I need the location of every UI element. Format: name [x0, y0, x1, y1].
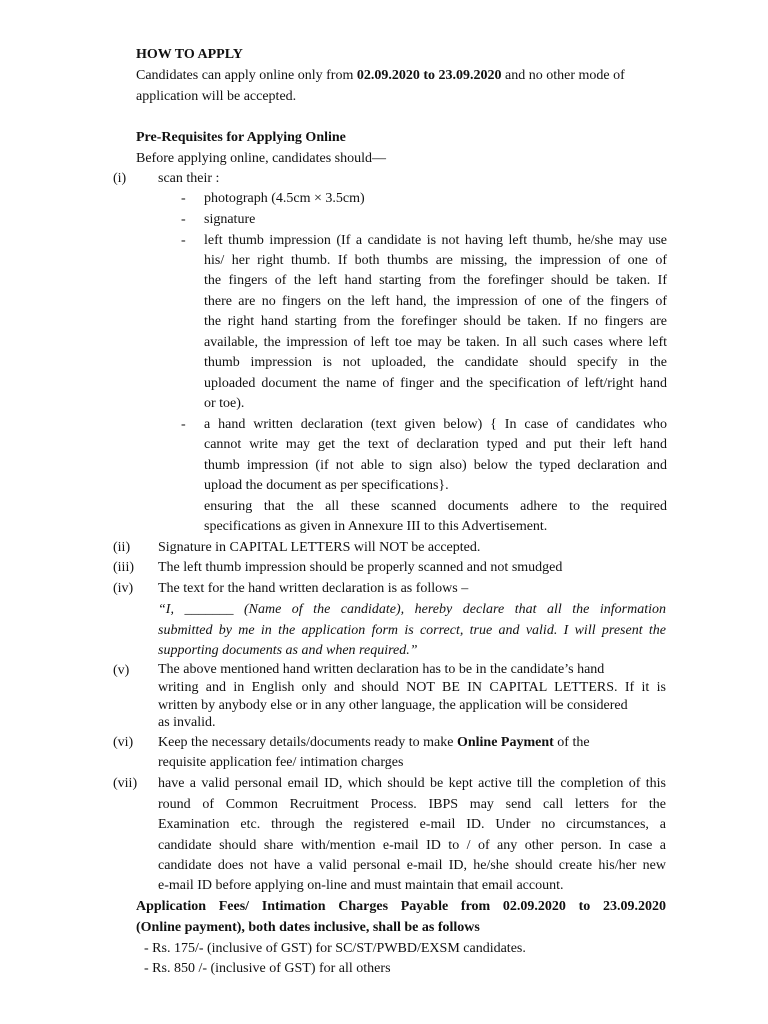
declaration-note-line: a hand written declaration (text given below) { In case of candidates who	[204, 417, 667, 432]
item-text-line: round of Common Recruitment Process. IBPS may send call letters for the	[158, 797, 666, 812]
thumb-line: the right hand starting from the forefinger should be taken. If no fingers are	[204, 314, 667, 329]
fees-title-line: (Online payment), both dates inclusive, shall be as follows	[136, 920, 480, 935]
item-text-line: e-mail ID before applying on-line and must maintain that email account.	[158, 878, 564, 893]
thumb-line: thumb impression is not uploaded, the candidate should specify in the	[204, 355, 667, 370]
declaration-note-line: upload the document as per specifications}.	[204, 478, 449, 493]
item-number: (vii)	[113, 776, 138, 791]
declaration-text-line: “I, _______ (Name of the candidate), hereby declare that all the information	[158, 602, 666, 617]
scan-photo: photograph (4.5cm × 3.5cm)	[204, 191, 365, 206]
intro-line-2: application will be accepted.	[136, 89, 297, 104]
declaration-text-line: supporting documents as and when required.”	[158, 643, 418, 658]
item-text-line	[158, 733, 590, 753]
ensure-line: specifications as given in Annexure III to this Advertisement.	[204, 519, 548, 534]
thumb-line: uploaded document the name of finger and the specification of left/right hand	[204, 376, 667, 391]
item-text-line: have a valid personal email ID, which should be kept active till the completion of this	[158, 776, 666, 791]
item-text: The text for the hand written declaration is as follows –	[158, 581, 469, 596]
item-text-line: as invalid.	[158, 715, 216, 730]
prereq-title: Pre-Requisites for Applying Online	[136, 130, 346, 145]
thumb-line: available, the impression of left toe may be taken. In all such cases where left	[204, 335, 667, 350]
ensure-line: ensuring that the all these scanned documents adhere to the required	[204, 499, 667, 514]
item-text-line: candidate does not have a valid personal e-mail ID, he/she should create his/her new	[158, 858, 666, 873]
bullet-dash: -	[181, 191, 186, 206]
declaration-note-line: thumb impression (if not able to sign also) below the typed declaration and	[204, 458, 667, 473]
bullet-dash: -	[181, 212, 186, 227]
item-text: scan their :	[158, 171, 220, 186]
online-payment-emphasis: Online Payment	[456, 735, 554, 750]
item-text: The left thumb impression should be properly scanned and not smudged	[158, 560, 563, 575]
item-number: (iii)	[113, 560, 134, 575]
fee-item: - Rs. 175/- (inclusive of GST) for SC/ST/PWBD/EXSM candidates.	[144, 941, 526, 956]
prereq-lead: Before applying online, candidates should—	[136, 151, 386, 166]
intro-post: and no other mode of	[501, 68, 625, 83]
bullet-dash: -	[181, 417, 186, 432]
item-text-line: candidate should share with/mention e-mail ID to / of any other person. In case a	[158, 838, 666, 853]
item-text-post: of the	[553, 735, 590, 750]
item-text: Signature in CAPITAL LETTERS will NOT be accepted.	[158, 540, 481, 555]
item-text-line: written by anybody else or in any other language, the application will be considered	[158, 698, 628, 713]
item-number: (ii)	[113, 540, 131, 555]
thumb-line: there are no fingers on the left hand, the impression of one of the fingers of	[204, 294, 667, 309]
scan-signature: signature	[204, 212, 256, 227]
intro-line-1	[136, 66, 625, 86]
declaration-note-line: cannot write may get the text of declaration typed and put their left hand	[204, 437, 667, 452]
thumb-line: his/ her right thumb. If both thumbs are missing, the impression of one of	[204, 253, 667, 268]
fees-title-line: Application Fees/ Intimation Charges Payable from 02.09.2020 to 23.09.2020	[136, 899, 666, 914]
thumb-line: the fingers of the left hand starting from the forefinger should be taken. If	[204, 273, 667, 288]
item-number: (vi)	[113, 735, 134, 750]
intro-dates: 02.09.2020 to 23.09.2020	[356, 68, 502, 83]
item-text-line: requisite application fee/ intimation charges	[158, 755, 404, 770]
item-text-line: The above mentioned hand written declaration has to be in the candidate’s hand	[158, 662, 605, 677]
section-heading: HOW TO APPLY	[136, 47, 243, 62]
thumb-line: or toe).	[204, 396, 245, 411]
item-number: (iv)	[113, 581, 134, 596]
fee-item: - Rs. 850 /- (inclusive of GST) for all others	[144, 961, 391, 976]
item-number: (v)	[113, 663, 130, 678]
declaration-text-line: submitted by me in the application form is correct, true and valid. I will present the	[158, 623, 666, 638]
intro-pre: Candidates can apply online only from	[136, 68, 357, 83]
thumb-line: left thumb impression (If a candidate is not having left thumb, he/she may use	[204, 233, 667, 248]
item-text-line: Examination etc. through the registered e-mail ID. Under no circumstances, a	[158, 817, 666, 832]
item-text-line: writing and in English only and should NOT BE IN CAPITAL LETTERS. If it is	[158, 680, 666, 695]
item-number: (i)	[113, 171, 127, 186]
bullet-dash: -	[181, 233, 186, 248]
item-text-pre: Keep the necessary details/documents ready to make	[158, 735, 457, 750]
